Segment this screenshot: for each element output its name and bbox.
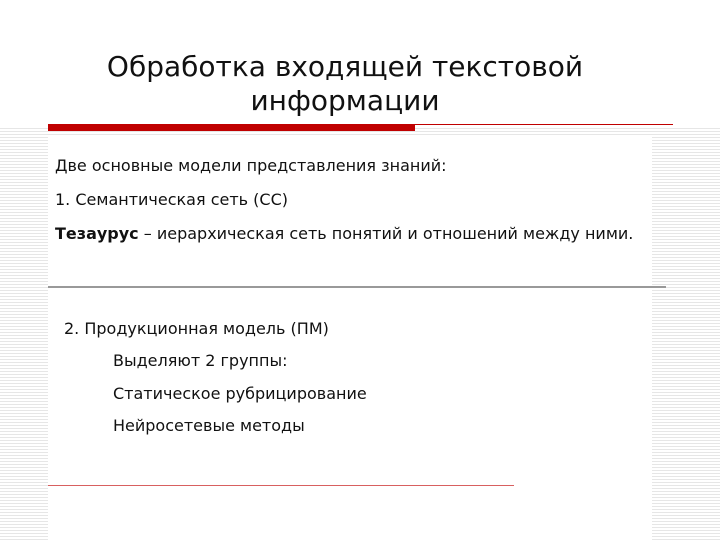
thesaurus-definition-text: – иерархическая сеть понятий и отношений между ними.: [138, 224, 634, 243]
list-item-production-model: 2. Продукционная модель (ПМ): [64, 319, 329, 338]
title-accent-line: [415, 124, 673, 125]
thesaurus-term: Тезаурус: [55, 224, 139, 243]
slide-title-line-1: Обработка входящей текстовой: [106, 50, 584, 83]
list-item-semantic-network: 1. Семантическая сеть (СС): [55, 190, 288, 209]
group-neural-methods: Нейросетевые методы: [113, 416, 305, 435]
slide-title: [60, 50, 630, 118]
groups-intro: Выделяют 2 группы:: [113, 351, 288, 370]
intro-text: Две основные модели представления знаний:: [55, 156, 447, 175]
title-accent-bar: [48, 124, 415, 131]
slide-title-line-2: информации: [250, 84, 440, 117]
thesaurus-definition: [55, 224, 655, 244]
section-divider: [48, 286, 666, 288]
bottom-accent-line: [48, 485, 514, 486]
group-static-rubrication: Статическое рубрицирование: [113, 384, 367, 403]
